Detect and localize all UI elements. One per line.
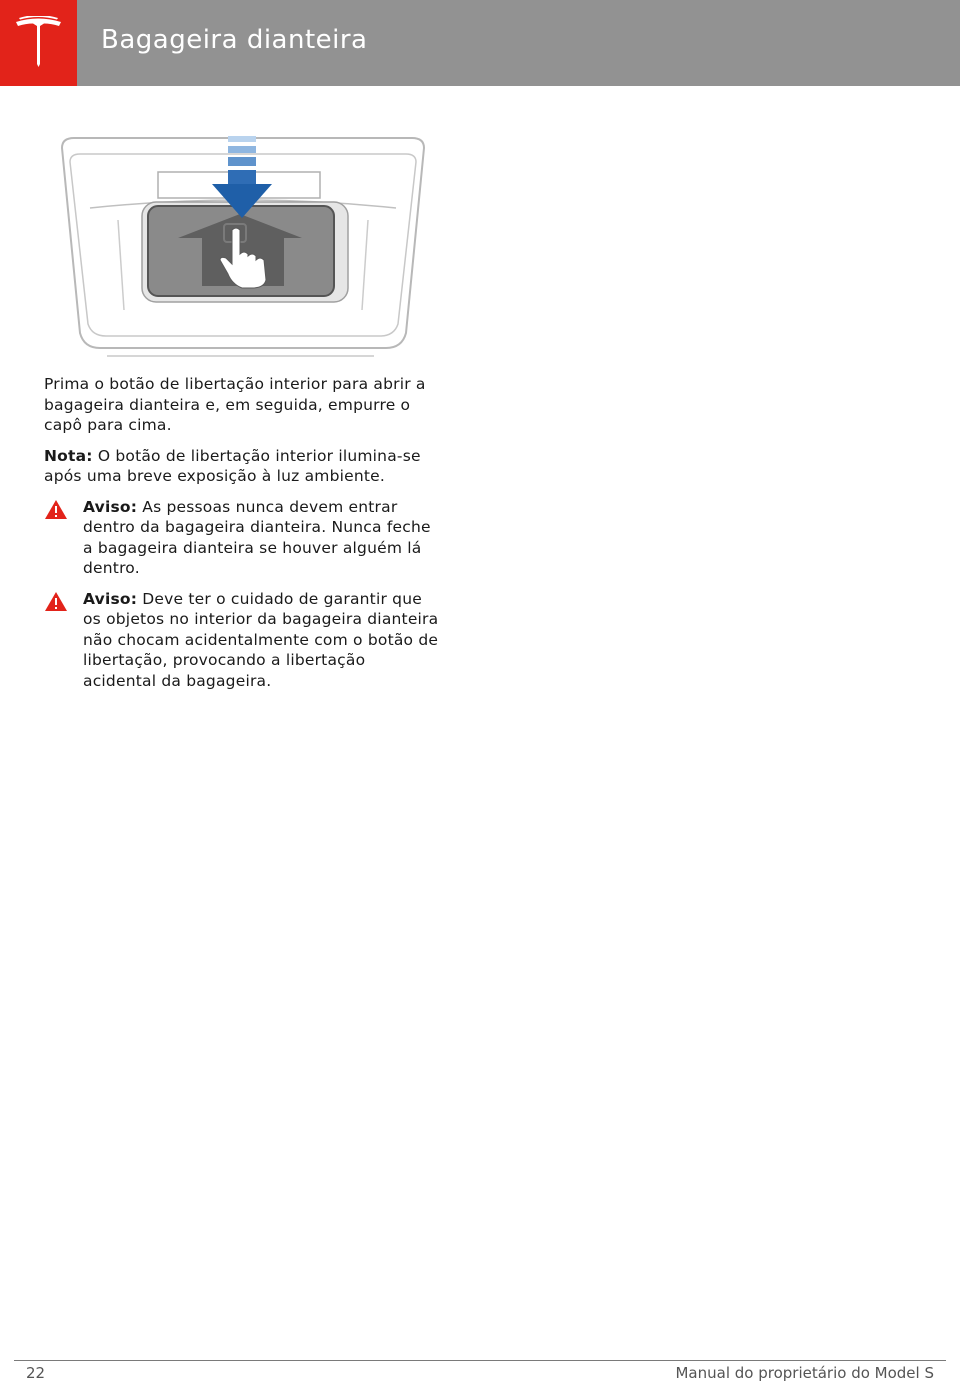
warning-text: As pessoas nunca devem entrar dentro da bagageira dianteira. Nunca feche a bagageira dianteira se houver alguém lá dentro. (83, 497, 431, 577)
instruction-paragraph: Prima o botão de libertação interior para abrir a bagageira dianteira e, em seguida, empurre o capô para cima. (44, 375, 426, 434)
tesla-logo-icon (14, 16, 63, 68)
page-number: 22 (26, 1364, 46, 1382)
note-label: Nota: (44, 446, 93, 465)
footer-divider (14, 1360, 946, 1361)
note (44, 446, 439, 487)
tesla-logo (0, 0, 77, 86)
warning-1 (44, 497, 439, 579)
warning-label: Aviso: (83, 497, 138, 516)
release-button-illustration (52, 128, 434, 364)
warning-icon (44, 499, 68, 520)
warning-text: Deve ter o cuidado de garantir que os objetos no interior da bagageira dianteira não chocam acidentalmente com o botão de libertação, provocando a libertação acidental da bagageira. (83, 589, 439, 690)
warning-2 (44, 589, 439, 692)
warning-icon (44, 591, 68, 612)
note-text: O botão de libertação interior ilumina-se após uma breve exposição à luz ambiente. (44, 446, 421, 485)
manual-title: Manual do proprietário do Model S (675, 1364, 934, 1382)
page-header (0, 0, 960, 86)
warning-label: Aviso: (83, 589, 138, 608)
page-title: Bagageira dianteira (101, 25, 368, 55)
main-content (44, 374, 439, 701)
